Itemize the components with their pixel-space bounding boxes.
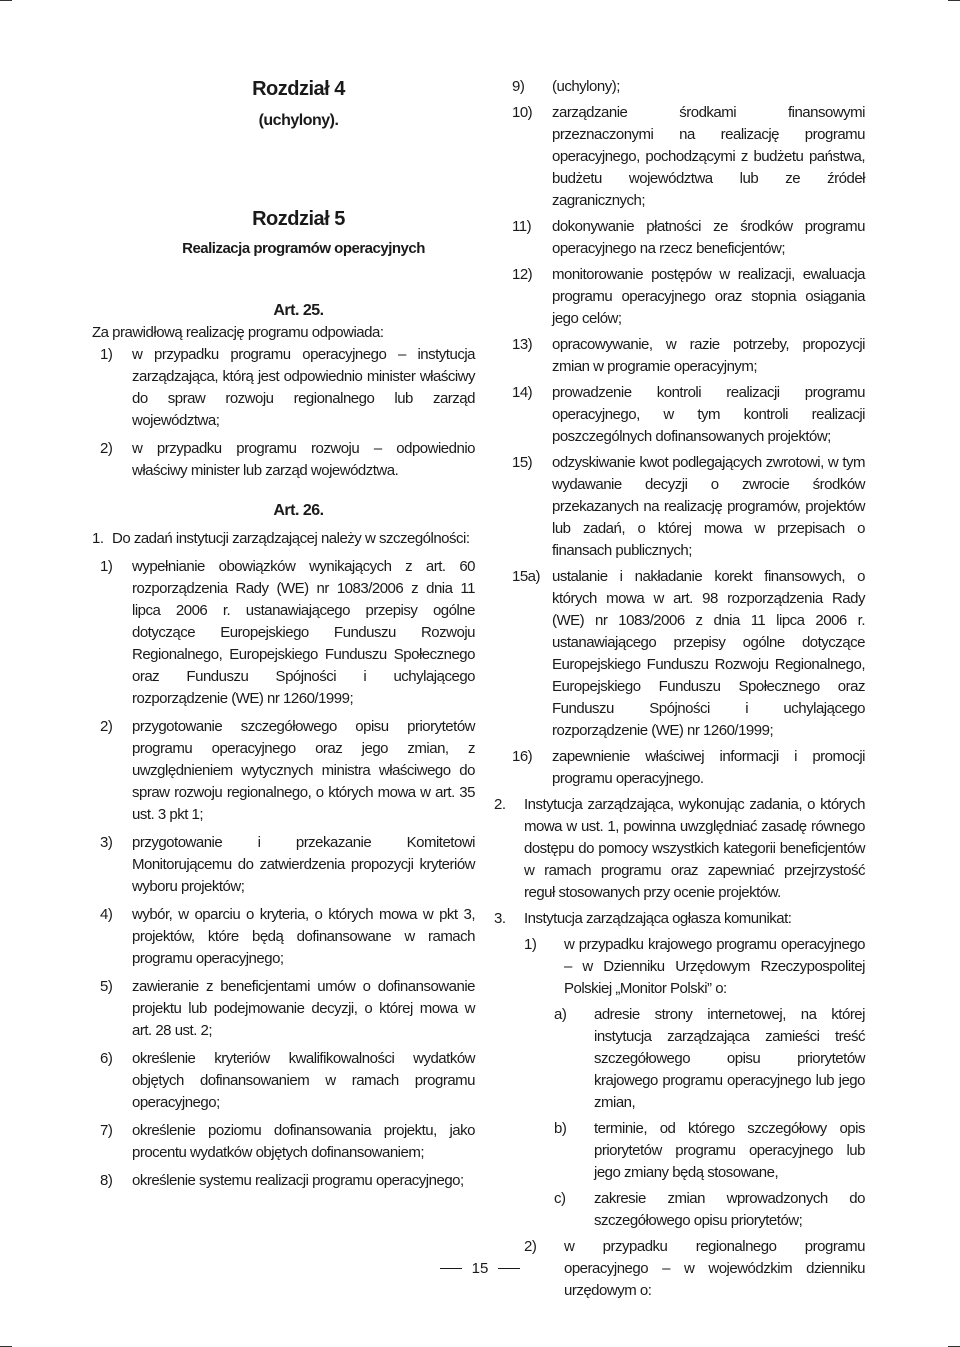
list-item — [494, 934, 865, 1000]
item-text: ustalanie i nakładanie korekt finansowych, o których mowa w art. 98 rozporządzenia Rady (WE) nr 1083/2006 z dnia 11 lipca 2006 r. ustanawiającego przepisy ogólne dotyczące Europejskiego Funduszu Rozwoju Regionalnego, Europejskiego Funduszu Społecznego oraz Funduszu Spójności i uchylającego rozporządzenie (WE) nr 1260/1999; — [552, 568, 865, 739]
right-column — [494, 76, 865, 1302]
art-26-list-continued — [494, 76, 865, 790]
list-item — [92, 556, 475, 710]
page-footer — [0, 1260, 960, 1277]
item-text: określenie kryteriów kwalifikowalności wydatków objętych dofinansowaniem w ramach programu operacyjnego; — [132, 1050, 475, 1111]
item-number: 15) — [512, 454, 533, 471]
item-text: (uchylony); — [552, 78, 620, 95]
item-number: 2) — [100, 440, 113, 457]
item-number: 16) — [512, 748, 533, 765]
item-number: 4) — [100, 906, 113, 923]
item-text: monitorowanie postępów w realizacji, ewaluacja programu operacyjnego oraz stopnia osiągania jego celów; — [552, 266, 865, 327]
item-text: opracowywanie, w razie potrzeby, propozycji zmian w programie operacyjnym; — [552, 336, 865, 375]
item-text: zawieranie z beneficjentami umów o dofinansowanie projektu lub podejmowanie decyzji, o której mowa w art. 28 ust. 2; — [132, 978, 475, 1039]
paragraph-text: Do zadań instytucji zarządzającej należy w szczególności: — [112, 530, 470, 547]
sub-list — [494, 1004, 865, 1232]
page-number: 15 — [471, 1260, 489, 1277]
list-item — [494, 264, 865, 330]
item-text: wypełnianie obowiązków wynikających z art. 60 rozporządzenia Rady (WE) nr 1083/2006 z dnia 11 lipca 2006 r. ustanawiającego przepisy ogólne dotyczące Europejskiego Funduszu Rozwoju Regionalnego, Europejskiego Funduszu Społecznego oraz Funduszu Spójności i uchylającego rozporządzenie (WE) nr 1260/1999; — [132, 558, 475, 707]
paragraph-number: 3. — [494, 910, 506, 927]
list-item — [494, 102, 865, 212]
item-number: 12) — [512, 266, 533, 283]
paragraph — [494, 908, 865, 930]
list-item — [92, 1170, 475, 1192]
art-25-intro: Za prawidłową realizację programu odpowiada: — [92, 324, 384, 341]
item-number: 1) — [100, 346, 113, 363]
item-text: w przypadku programu operacyjnego – instytucja zarządzająca, którą jest odpowiednio minister właściwy do spraw rozwoju regionalnego lub zarząd województwa; — [132, 346, 475, 429]
item-number: 13) — [512, 336, 533, 353]
item-text: dokonywanie płatności ze środków programu operacyjnego na rzecz beneficjentów; — [552, 218, 865, 257]
sub-list-item — [494, 1118, 865, 1184]
item-number: 14) — [512, 384, 533, 401]
item-number: 11) — [512, 218, 532, 235]
item-text: prowadzenie kontroli realizacji programu operacyjnego, w tym kontroli realizacji poszczególnych dofinansowanych projektów; — [552, 384, 865, 445]
item-text: wybór, w oparciu o kryteria, o których mowa w pkt 3, projektów, które będą dofinansowane w ramach programu operacyjnego; — [132, 906, 475, 967]
list-item — [494, 452, 865, 562]
item-letter: b) — [554, 1120, 567, 1137]
paragraph — [494, 794, 865, 904]
item-text: zapewnienie właściwej informacji i promocji programu operacyjnego. — [552, 748, 865, 787]
footer-dash-right — [498, 1268, 520, 1269]
item-number: 1) — [524, 936, 537, 953]
list-item — [494, 334, 865, 378]
item-number: 5) — [100, 978, 113, 995]
item-text: adresie strony internetowej, na której instytucja zarządzająca zamieści treść szczegółowego opisu priorytetów krajowego programu operacyjnego lub jego zmian, — [594, 1006, 865, 1111]
paragraph-number: 2. — [494, 796, 506, 813]
art-26-heading: Art. 26. — [273, 502, 324, 519]
list-item — [494, 76, 865, 98]
list-item — [92, 904, 475, 970]
item-text: przygotowanie i przekazanie Komitetowi Monitorującemu do zatwierdzenia propozycji kryteriów wyboru projektów; — [132, 834, 475, 895]
item-text: w przypadku krajowego programu operacyjnego – w Dzienniku Urzędowym Rzeczypospolitej Polskiej „Monitor Polski” o: — [564, 936, 865, 997]
item-letter: c) — [554, 1190, 566, 1207]
item-letter: a) — [554, 1006, 567, 1023]
list-item — [92, 976, 475, 1042]
sub-list-item — [494, 1188, 865, 1232]
art-25-list — [92, 344, 475, 482]
item-text: zarządzanie środkami finansowymi przeznaczonymi na realizację programu operacyjnego, pochodzącymi z budżetu państwa, budżetu województwa lub ze źródeł zagranicznych; — [552, 104, 865, 209]
item-number: 7) — [100, 1122, 113, 1139]
item-number: 6) — [100, 1050, 113, 1067]
paragraph-text: Instytucja zarządzająca ogłasza komunikat: — [524, 910, 792, 927]
left-column — [92, 76, 475, 1192]
item-text: określenie systemu realizacji programu operacyjnego; — [132, 1172, 464, 1189]
list-item — [92, 344, 475, 432]
item-text: określenie poziomu dofinansowania projektu, jako procentu wydatków objętych dofinansowaniem; — [132, 1122, 475, 1161]
list-item — [494, 746, 865, 790]
item-number: 15a) — [512, 568, 541, 585]
item-number: 2) — [100, 718, 113, 735]
paragraph-text: Instytucja zarządzająca, wykonując zadania, o których mowa w ust. 1, powinna uwzględniać zasadę równego dostępu do pomocy wszystkich kategorii beneficjentów w ramach programu oraz zapewniać przejrzystość reguł stosowanych przy ocenie projektów. — [524, 796, 865, 901]
item-text: w przypadku programu rozwoju – odpowiednio właściwy minister lub zarząd województwa. — [132, 440, 475, 479]
item-text: odzyskiwanie kwot podlegających zwrotowi, w tym wydawanie decyzji o zwrocie środków przekazanych na realizację programów, projektów lub zadań, o której mowa w przepisach o finansach publicznych; — [552, 454, 865, 559]
item-number: 1) — [100, 558, 113, 575]
chapter-4-title: Rozdział 4 — [252, 78, 345, 100]
art-26-list — [92, 556, 475, 1192]
art-25-heading: Art. 25. — [273, 302, 324, 319]
footer-dash-left — [440, 1268, 462, 1269]
item-text: w przypadku regionalnego programu operacyjnego – w wojewódzkim dzienniku urzędowym o: — [564, 1238, 865, 1299]
list-item — [92, 716, 475, 826]
item-number: 2) — [524, 1238, 537, 1255]
item-number: 10) — [512, 104, 533, 121]
item-text: zakresie zmian wprowadzonych do szczegółowego opisu priorytetów; — [594, 1190, 865, 1229]
paragraph — [92, 528, 475, 550]
list-item — [494, 566, 865, 742]
chapter-5-subtitle: Realizacja programów operacyjnych — [182, 240, 425, 257]
list-item — [92, 1120, 475, 1164]
list-item — [92, 1048, 475, 1114]
item-number: 9) — [512, 78, 525, 95]
list-item — [92, 438, 475, 482]
item-number: 8) — [100, 1172, 113, 1189]
list-item — [92, 832, 475, 898]
paragraph-number: 1. — [92, 530, 104, 547]
item-text: przygotowanie szczegółowego opisu priorytetów programu operacyjnego oraz jego zmian, z uwzględnieniem wytycznych ministra właściwego do spraw rozwoju regionalnego, o których mowa w art. 35 ust. 3 pkt 1; — [132, 718, 475, 823]
list-item — [494, 382, 865, 448]
sub-list-item — [494, 1004, 865, 1114]
list-item — [494, 216, 865, 260]
item-text: terminie, od którego szczegółowy opis priorytetów programu operacyjnego lub jego zmiany będą stosowane, — [594, 1120, 865, 1181]
chapter-4-status: (uchylony). — [258, 112, 339, 129]
chapter-5-title: Rozdział 5 — [252, 208, 345, 230]
item-number: 3) — [100, 834, 113, 851]
